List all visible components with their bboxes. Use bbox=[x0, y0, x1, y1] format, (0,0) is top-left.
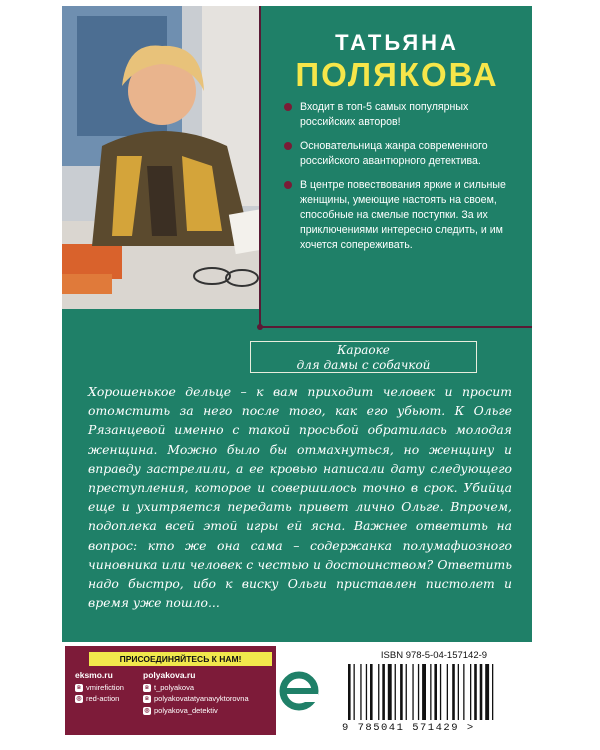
feature-text: Основательница жанра современного российского авантюрного детектива. bbox=[300, 140, 488, 167]
author-first-name: ТАТЬЯНА bbox=[335, 30, 459, 55]
barcode-number: 9 785041 571429 > bbox=[342, 722, 475, 734]
frame-corner-dot bbox=[257, 324, 263, 330]
social-link[interactable]: в t_polyakova bbox=[143, 682, 249, 694]
book-title-box bbox=[250, 341, 477, 373]
book-title-line-2: для дамы с собачкой bbox=[296, 358, 431, 372]
social-link[interactable]: в vmirefiction bbox=[75, 682, 124, 694]
frame-line-vertical bbox=[259, 6, 261, 328]
social-links-panel bbox=[65, 646, 276, 735]
feature-item bbox=[284, 139, 524, 169]
isbn-label: ISBN 978-5-04-157142-9 bbox=[380, 650, 488, 661]
bullet-icon bbox=[284, 103, 292, 111]
author-last-name: ПОЛЯКОВА bbox=[295, 56, 499, 93]
feature-list bbox=[284, 100, 524, 262]
vk-icon: в bbox=[75, 684, 83, 692]
feature-item bbox=[284, 178, 524, 253]
vk-icon: в bbox=[143, 684, 151, 692]
feature-text: В центре повествования яркие и сильные женщины, умеющие настоять на своем, способные на смелые поступки. За их приключениями интересно следить, и им хочется сопереживать. bbox=[300, 179, 506, 251]
book-synopsis: Хорошенькое дельце – к вам приходит человек и просит отомстить за него после того, как его убьют. К Ольге Рязанцевой именно с такой просьбой обратилась молодая женщина. Можно было бы отмахнуться, но женщину и вправду застрелили, а ее кровью написали дату следующего преступления, которое и совершилось точно в срок. Убийца еще и ухитряется передать привет лично Ольге. Впрочем, подоплека всей этой игры ей ясна. Важнее ответить на вопрос: кто же она сама – содержанка полумафиозного чиновника или человек с честью и достоинством? Ответить надо быстро, ибо к виску Ольги приставлен пистолет и время уже пошло... bbox=[88, 384, 512, 611]
book-back-cover bbox=[62, 6, 532, 744]
author-links bbox=[143, 670, 249, 716]
publisher-site-link[interactable]: eksmo.ru bbox=[75, 670, 113, 680]
author-site-link[interactable]: polyakova.ru bbox=[143, 670, 196, 680]
social-link[interactable]: ◎ red-action bbox=[76, 694, 120, 703]
footer bbox=[62, 642, 532, 744]
social-link[interactable]: ◎ polyakova_detektiv bbox=[144, 705, 218, 715]
social-link[interactable]: в polyakovatatyanavyktorovna bbox=[143, 693, 249, 705]
feature-item bbox=[284, 100, 524, 130]
bullet-icon bbox=[284, 181, 292, 189]
frame-line-horizontal bbox=[259, 326, 532, 328]
book-title-line-1: Караоке bbox=[337, 343, 390, 357]
barcode bbox=[344, 664, 524, 720]
bullet-icon bbox=[284, 142, 292, 150]
author-photo bbox=[62, 6, 259, 309]
publisher-links bbox=[75, 670, 124, 705]
eksmo-logo-icon bbox=[276, 668, 322, 714]
join-us-banner: ПРИСОЕДИНЯЙТЕСЬ К НАМ! bbox=[89, 652, 272, 666]
instagram-icon: ◎ bbox=[76, 696, 82, 703]
instagram-icon: ◎ bbox=[144, 707, 150, 714]
feature-text: Входит в топ-5 самых популярных российских авторов! bbox=[300, 101, 469, 128]
vk-icon: в bbox=[143, 695, 151, 703]
